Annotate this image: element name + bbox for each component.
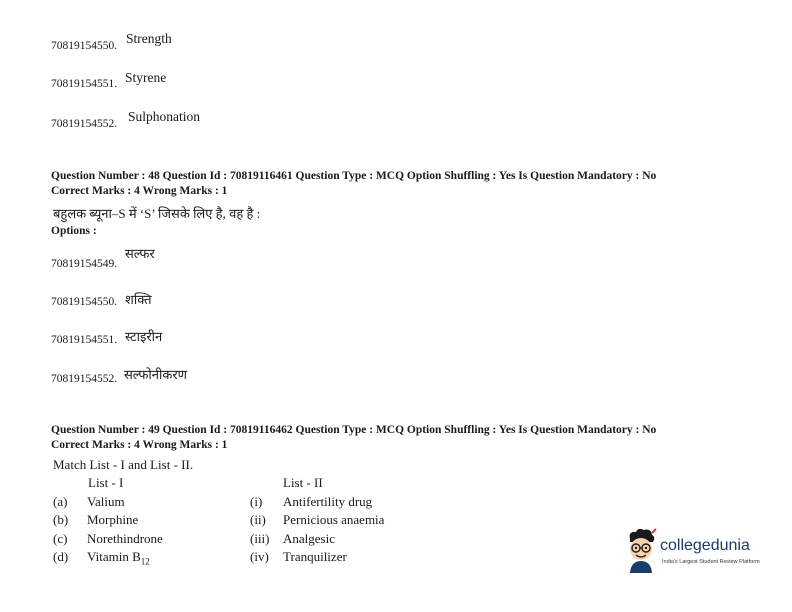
options-label: Options : [51,225,97,237]
option-text: स्टाइरीन [125,329,163,344]
option-id: 70819154549. [51,258,118,270]
question-header: Question Number : 48 Question Id : 70819116461 Question Type : MCQ Option Shuffling : Yes Is Question Mandatory : No [51,170,657,182]
option-text: Styrene [125,70,167,85]
list-ii-item: Antifertility drug [283,494,373,509]
list-ii-header: List - II [283,475,323,490]
option-id: 70819154552. [51,118,118,130]
list-i-marker: (c) [53,531,68,546]
list-i-marker: (b) [53,512,69,527]
option-text: Strength [126,31,172,46]
option-id: 70819154551. [51,334,118,346]
list-ii-marker: (i) [250,494,263,509]
option-text: सल्फोनीकरण [124,367,188,382]
question-text: Match List - I and List - II. [53,457,194,472]
question-text: बहुलक ब्यूना–S में ‘S’ जिसके लिए है, वह है : [53,206,261,221]
list-i-item: Valium [87,494,125,509]
option-text: सल्फर [125,246,155,261]
option-id: 70819154551. [51,78,118,90]
list-i-item [87,549,150,567]
list-ii-marker: (iv) [250,549,269,564]
option-id: 70819154550. [51,296,118,308]
mascot-icon [624,527,658,573]
list-ii-marker: (iii) [250,531,270,546]
list-i-item: Norethindrone [87,531,163,546]
list-ii-marker: (ii) [250,512,266,527]
option-text: Sulphonation [128,109,201,124]
list-i-marker: (d) [53,549,69,564]
question-header: Question Number : 49 Question Id : 70819116462 Question Type : MCQ Option Shuffling : Yes Is Question Mandatory : No [51,424,657,436]
question-marks: Correct Marks : 4 Wrong Marks : 1 [51,185,228,197]
list-i-header: List - I [88,475,124,490]
logo-tagline: India's Largest Student Review Platform [662,559,760,565]
list-ii-item: Pernicious anaemia [283,512,385,527]
list-i-marker: (a) [53,494,68,509]
option-text: शक्ति [125,292,152,307]
vitamin-label: Vitamin B [87,549,141,564]
vitamin-subscript: 12 [140,556,150,567]
list-ii-item: Analgesic [283,531,335,546]
question-marks: Correct Marks : 4 Wrong Marks : 1 [51,439,228,451]
option-id: 70819154550. [51,40,118,52]
list-ii-item: Tranquilizer [283,549,347,564]
collegedunia-logo [624,527,764,577]
list-i-item: Morphine [87,512,139,527]
option-id: 70819154552. [51,373,118,385]
logo-wordmark: collegedunia [660,537,750,554]
